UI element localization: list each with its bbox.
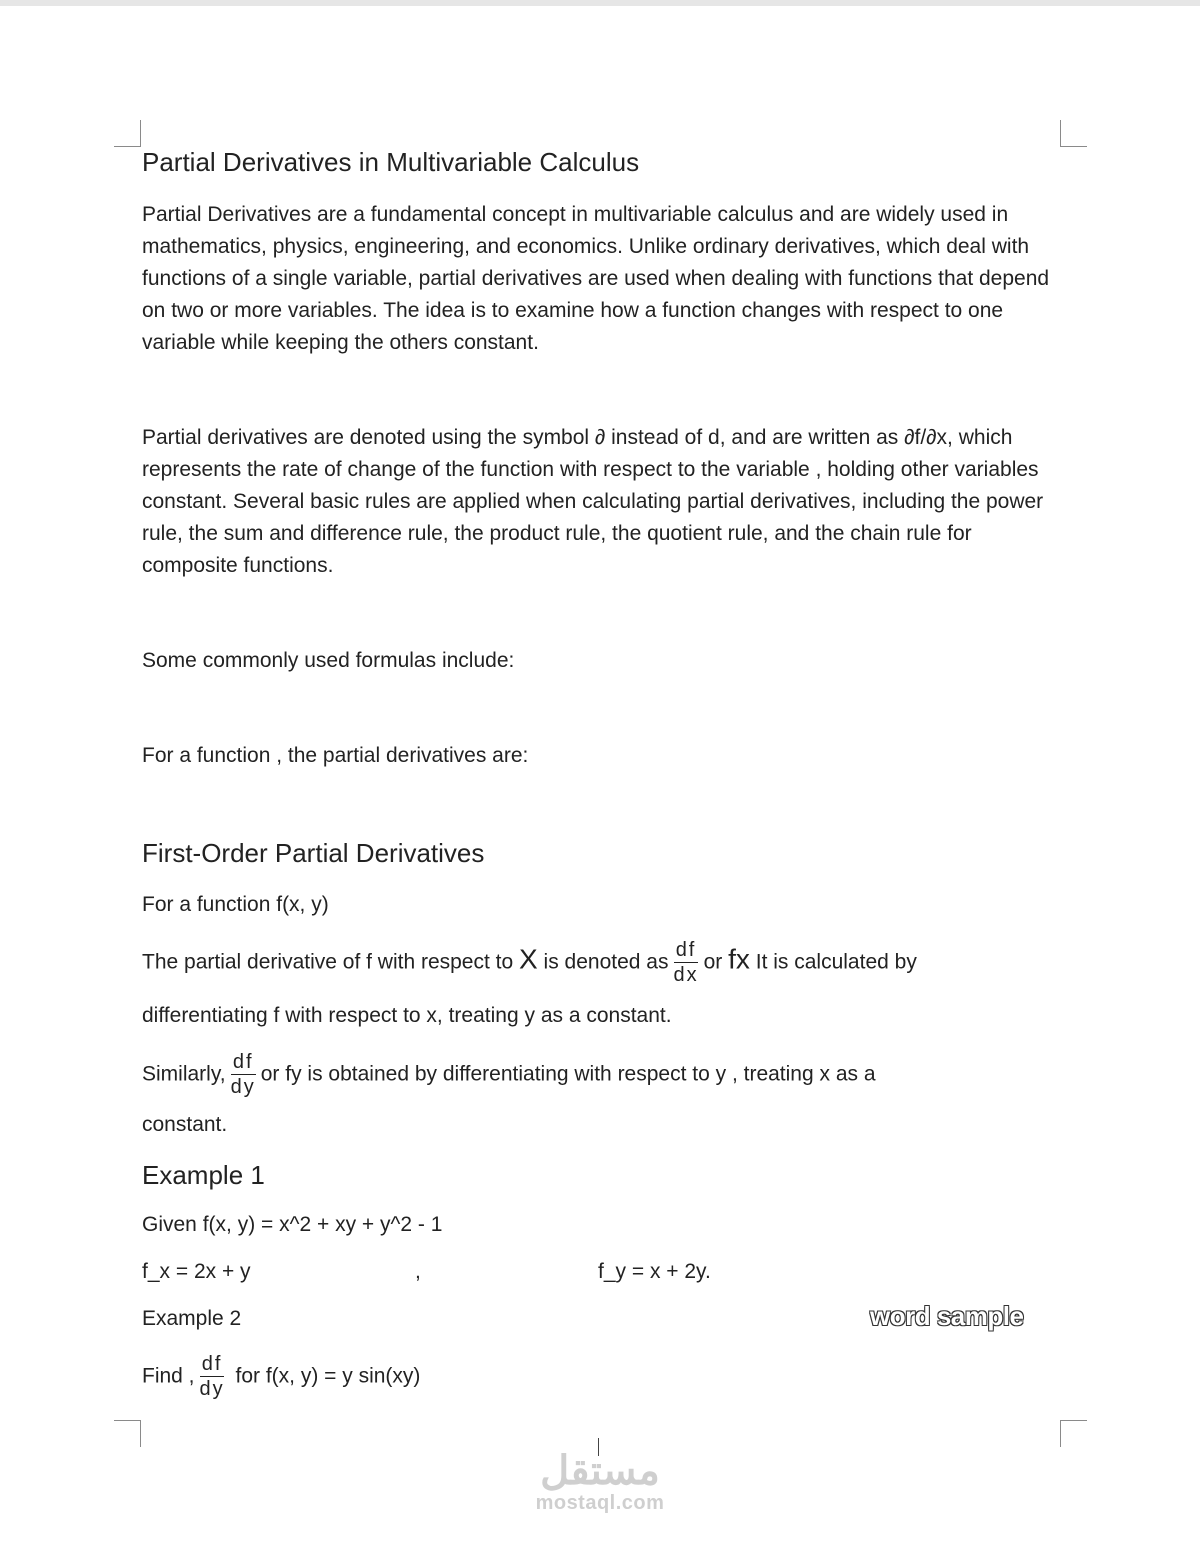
fx-definition-line-2: differentiating f with respect to x, treating y as a constant. [142,1004,672,1027]
fx-text-3: It is calculated by [749,950,917,974]
top-bar [0,0,1200,6]
fraction-numerator: df [232,1051,254,1073]
paragraph-intro: Partial Derivatives are a fundamental concept in multivariable calculus and are widely used in mathematics, physics, engineering, and economics. Unlike ordinary derivatives, which deal with functions of a single variable, partial derivatives are used when dealing with functions that depend on two or more variables. The idea is to examine how a function changes with respect to one variable while keeping the others constant. [142,203,1050,354]
margin-corner-bottom-left [114,1420,141,1447]
fy-definition-line-2: constant. [142,1113,228,1136]
fy-text-1: Similarly, [142,1062,226,1086]
document-title: Partial Derivatives in Multivariable Calculus [142,147,640,177]
fy-definition-line [142,1052,876,1098]
margin-corner-bottom-right [1060,1420,1087,1447]
fraction-numerator: df [675,939,697,961]
margin-corner-top-left [114,120,141,147]
x-symbol: X [519,943,538,975]
find-rest: for f(x, y) = y sin(xy) [229,1364,421,1388]
mostaql-logo-arabic: مستقل [540,1449,660,1493]
fx-text-2: is denoted as [537,950,669,974]
example-2-heading: Example 2 [142,1307,242,1330]
fraction-df-dy [231,1052,256,1098]
example-1-heading: Example 1 [142,1160,265,1190]
paragraph-formulas: Some commonly used formulas include: [142,649,515,672]
margin-corner-top-right [1060,120,1087,147]
fraction-df-dy [200,1354,225,1400]
mostaql-logo-latin: mostaql.com [535,1492,665,1514]
paragraph-notation: Partial derivatives are denoted using the symbol ∂ instead of d, and are written as ∂f/∂x, which represents the rate of change of the function with respect to the variable , holding other variables constant. Several basic rules are applied when calculating partial derivatives, including the power rule, the sum and difference rule, the product rule, the quotient rule, and the chain rule for composite functions. [142,426,1044,577]
example-1-separator: , [415,1260,421,1283]
fx-symbol: fx [728,943,750,975]
fraction-denominator: dx [673,964,699,986]
function-line: For a function f(x, y) [142,893,329,916]
example-2-find-line [142,1354,420,1400]
section-heading: First-Order Partial Derivatives [142,838,485,868]
fx-text-1: The partial derivative of f with respect to [142,950,520,974]
fx-definition-line [142,940,917,986]
paragraph-function: For a function , the partial derivatives are: [142,744,529,767]
fraction-numerator: df [201,1353,223,1375]
fraction-denominator: dy [199,1378,225,1400]
find-label: Find , [142,1364,195,1388]
fraction-df-dx [673,940,698,986]
example-1-fy-result: f_y = x + 2y. [598,1260,711,1283]
or-text: or [703,950,723,974]
word-sample-watermark: word sample [870,1301,1024,1331]
example-1-fx-result: f_x = 2x + y [142,1260,251,1283]
fraction-denominator: dy [230,1076,256,1098]
fy-text-2: or fy is obtained by differentiating with respect to y , treating x as a [260,1062,876,1086]
example-1-given: Given f(x, y) = x^2 + xy + y^2 - 1 [142,1213,443,1236]
